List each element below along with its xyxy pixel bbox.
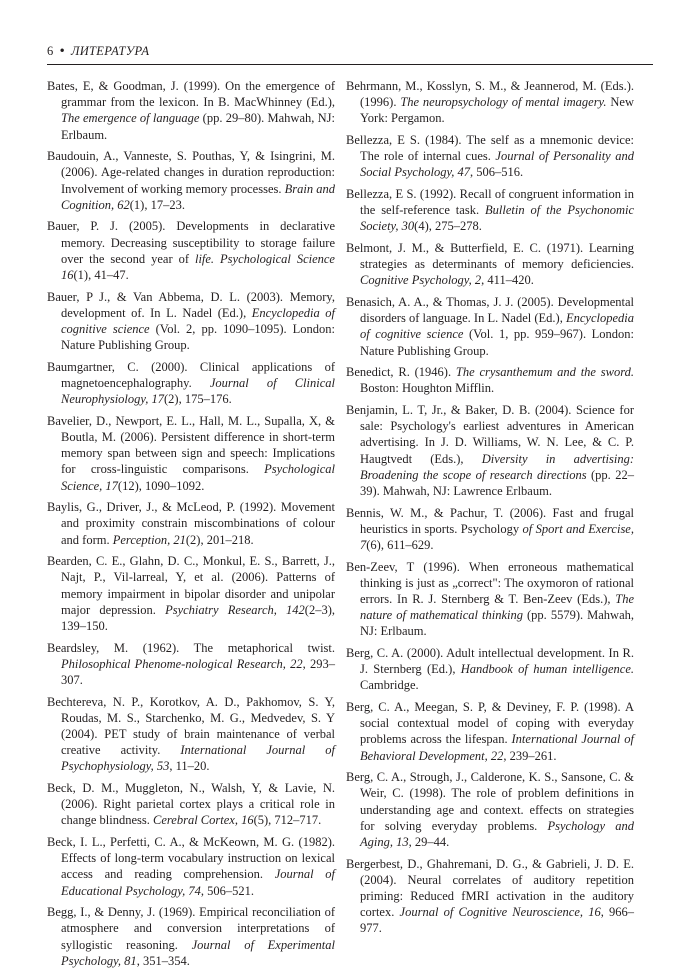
reference-source: The neuropsychology of mental imagery.: [400, 95, 607, 110]
reference-source: Encyclopedia of cognitive science: [61, 305, 335, 337]
references-right-column: [346, 78, 634, 942]
reference-text: Bergerbest, D., Ghahremani, D. G., & Gabrieli, J. D. E. (2004). Neural correlates of auditory repetition priming: Reduced fMRI activation in the auditory cortex.: [346, 856, 634, 920]
reference-entry: [47, 359, 335, 408]
reference-text: Bechtereva, N. P., Korotkov, A. D., Pakhomov, S. Y, Roudas, M. S., Starchenko, M. G., Medvedev, S. Y (2004). PET study of brain maintenance of verbal creative activity.: [47, 694, 335, 758]
reference-source: The nature of mathematical thinking: [360, 592, 634, 623]
reference-text: Berg, C. A., Strough, J., Calderone, K. S., Sansone, C. & Weir, C. (1998). The role of problem definitions in understanding age and context. effects on strategies for solving everyday problems.: [346, 770, 634, 833]
reference-entry: [346, 856, 634, 937]
reference-text: (2), 201–218.: [185, 532, 254, 547]
reference-source: Journal of Personality and Social Psychology, 47: [360, 149, 634, 180]
section-title: ЛИТЕРАТУРА: [70, 44, 150, 58]
reference-text: Ben-Zeev, T (1996). When erroneous mathematical thinking is just as „correct": The oxymoron of rational errors. In R. J. Sternberg & T. Ben-Zeev (Eds.),: [346, 559, 634, 607]
reference-text: Benasich, A. A., & Thomas, J. J. (2005). Developmental disorders of language. In L. Nadel (Ed.),: [346, 295, 634, 326]
reference-entry: [346, 645, 634, 694]
reference-text: , 506–521.: [200, 883, 255, 898]
reference-text: (6), 611–629.: [366, 538, 434, 553]
reference-entry: [346, 294, 634, 359]
reference-entry: [47, 218, 335, 283]
reference-entry: [346, 240, 634, 289]
reference-source: Psychiatry Research, 142: [165, 602, 305, 617]
reference-source: The emergence of language: [61, 111, 200, 126]
reference-entry: [346, 402, 634, 499]
reference-text: Bennis, W. M., & Pachur, T. (2006). Fast and frugal heuristics in sports. Psychology: [346, 505, 634, 536]
page-number: 6: [47, 44, 54, 58]
reference-text: Benjamin, L. T, Jr., & Baker, D. B. (2004). Science for sale: Psychology's earliest adventures in American advertising. In J. D. Williams, W. N. Lee, & C. P. Haugtvedt (Eds.),: [346, 403, 634, 466]
reference-text: Bauer, P J., & Van Abbema, D. L. (2003). Memory, development of. In L. Nadel (Ed.),: [47, 289, 335, 320]
header-rule: [47, 64, 653, 65]
reference-text: Bavelier, D., Newport, E. L., Hall, M. L., Supalla, X, & Boutla, M. (2006). Persistent difference in short-term memory span between sign and speech: Implications for cross-linguistic comparisons.: [47, 413, 335, 477]
reference-text: (pp. 29–80). Mahwah, NJ: Erlbaum.: [61, 111, 335, 142]
reference-source: Cognitive Psychology, 2: [360, 273, 482, 288]
reference-text: (4), 275–278.: [414, 219, 482, 234]
reference-text: Bauer, P. J. (2005). Developments in declarative memory. Decreasing susceptibility to storage failure over the second year of: [47, 219, 335, 266]
reference-text: Cambridge.: [360, 678, 419, 693]
reference-entry: [47, 904, 335, 969]
reference-entry: [47, 640, 335, 689]
reference-entry: [346, 559, 634, 640]
reference-entry: [47, 289, 335, 354]
reference-text: , 411–420.: [481, 273, 534, 288]
reference-text: Benedict, R. (1946).: [346, 365, 456, 380]
reference-text: Behrmann, M., Kosslyn, S. M., & Jeannerod, M. (Eds.). (1996).: [346, 79, 634, 110]
reference-entry: [47, 834, 335, 899]
reference-text: Baylis, G., Driver, J., & McLeod, P. (1992). Movement and proximity constrain miscombinations of colour and form.: [47, 500, 335, 547]
reference-entry: [47, 694, 335, 775]
reference-text: (pp. 22–39). Mahwah, NJ: Lawrence Erlbaum.: [360, 467, 634, 499]
reference-text: , 966–977.: [360, 905, 635, 936]
reference-entry: [47, 148, 335, 213]
reference-text: (2–3), 139–150.: [61, 602, 335, 634]
reference-entry: [47, 553, 335, 634]
reference-text: (pp. 5579). Mahwah, NJ: Erlbaum.: [360, 608, 634, 639]
reference-text: Belmont, J. M., & Butterfield, E. C. (1971). Learning strategies as determinants of memory deficiencies.: [346, 241, 634, 272]
reference-entry: [346, 769, 634, 850]
reference-text: , 351–354.: [136, 953, 190, 968]
reference-entry: [346, 505, 634, 554]
reference-text: , 29–44.: [408, 835, 450, 850]
reference-source: International Journal of Psychophysiology, 53: [61, 743, 335, 774]
reference-text: Bates, E, & Goodman, J. (1999). On the emergence of grammar from the lexicon. In B. MacWhinney (Ed.),: [47, 79, 335, 110]
reference-source: The crysanthemum and the sword.: [455, 365, 635, 380]
reference-source: Psychological Science, 17: [61, 462, 335, 493]
reference-text: Beck, I. L., Perfetti, C. A., & McKeown, M. G. (1982). Effects of long-term vocabulary instruction on lexical access and reading comprehension.: [47, 835, 335, 882]
reference-text: , 506–516.: [470, 165, 524, 180]
reference-text: New York: Pergamon.: [360, 95, 635, 126]
reference-text: (1), 17–23.: [129, 197, 185, 212]
reference-source: Journal of Educational Psychology, 74: [61, 867, 335, 898]
reference-text: Berg, C. A. (2000). Adult intellectual development. In R. J. Sternberg (Ed.),: [346, 646, 634, 677]
reference-source: Encyclopedia of cognitive science: [360, 311, 634, 342]
reference-entry: [47, 780, 335, 829]
reference-text: Begg, I., & Denny, J. (1969). Empirical reconciliation of atmosphere and conversion interpretations of syllogistic reasoning.: [47, 905, 335, 952]
running-header: [47, 44, 653, 59]
reference-entry: [47, 78, 335, 143]
reference-text: Bearden, C. E., Glahn, D. C., Monkul, E. S., Barrett, J., Najt, P., Vil-larreal, Y, et al. (2006). Patterns of memory impairment in bipolar disorder and unipolar major depression.: [47, 554, 335, 617]
reference-source: Bulletin of the Psychonomic Society, 30: [360, 203, 634, 234]
reference-text: (Vol. 2, pp. 1090–1095). London: Nature Publishing Group.: [61, 322, 335, 353]
reference-entry: [346, 364, 634, 396]
reference-source: Psychology and Aging, 13: [360, 818, 634, 850]
reference-text: , 239–261.: [503, 748, 557, 763]
reference-entry: [47, 413, 335, 494]
reference-entry: [47, 499, 335, 548]
reference-source: Handbook of human intelligence.: [460, 662, 634, 677]
reference-text: (1), 41–47.: [73, 268, 129, 283]
reference-entry: [346, 78, 634, 127]
reference-source: of Sport and Exercise, 7: [360, 521, 634, 553]
reference-source: International Journal of Behavioral Development, 22: [360, 732, 634, 763]
reference-source: Journal of Cognitive Neuroscience, 16: [399, 905, 601, 920]
reference-entry: [346, 699, 634, 764]
reference-text: (12), 1090–1092.: [117, 478, 205, 493]
reference-entry: [346, 132, 634, 181]
reference-text: (Vol. 1, pp. 959–967). London: Nature Publishing Group.: [360, 327, 634, 358]
reference-text: (5), 712–717.: [253, 813, 322, 828]
reference-source: Journal of Clinical Neurophysiology, 17: [61, 376, 335, 407]
reference-source: Diversity in advertising: Broadening the scope of research directions: [360, 451, 634, 482]
reference-source: Philosophical Phenome-nological Research, 22: [61, 656, 303, 671]
reference-text: Bellezza, E S. (1992). Recall of congruent information in the self-reference task.: [346, 187, 634, 218]
reference-source: Brain and Cognition, 62: [61, 181, 335, 212]
reference-source: Journal of Experimental Psychology, 81: [61, 937, 335, 968]
reference-text: Baudouin, A., Vanneste, S. Pouthas, Y, & Isingrini, M. (2006). Age-related changes in duration reproduction: Involvement of working memory processes.: [47, 149, 335, 196]
reference-text: Berg, C. A., Meegan, S. P, & Deviney, F. P. (1998). A social contextual model of coping with everyday problems across the lifespan.: [346, 700, 634, 747]
reference-entry: [346, 186, 634, 235]
references-left-column: [47, 78, 335, 974]
reference-source: Perception, 21: [112, 532, 186, 547]
reference-text: Boston: Houghton Mifflin.: [360, 381, 495, 396]
reference-text: Beardsley, M. (1962). The metaphorical twist.: [47, 640, 335, 655]
header-separator: •: [58, 44, 66, 58]
reference-text: Bellezza, E S. (1984). The self as a mnemonic device: The role of internal cues.: [346, 133, 634, 164]
reference-source: life. Psychological Science 16: [61, 251, 335, 283]
reference-text: Baumgartner, C. (2000). Clinical applications of magnetoencephalography.: [47, 359, 335, 391]
reference-text: , 11–20.: [169, 759, 210, 774]
reference-text: Beck, D. M., Muggleton, N., Walsh, Y, & Lavie, N. (2006). Right parietal cortex plays a critical role in change blindness.: [47, 781, 335, 828]
reference-text: (2), 175–176.: [164, 392, 232, 407]
reference-text: , 293–307.: [61, 656, 335, 688]
reference-source: Cerebral Cortex, 16: [153, 813, 254, 828]
